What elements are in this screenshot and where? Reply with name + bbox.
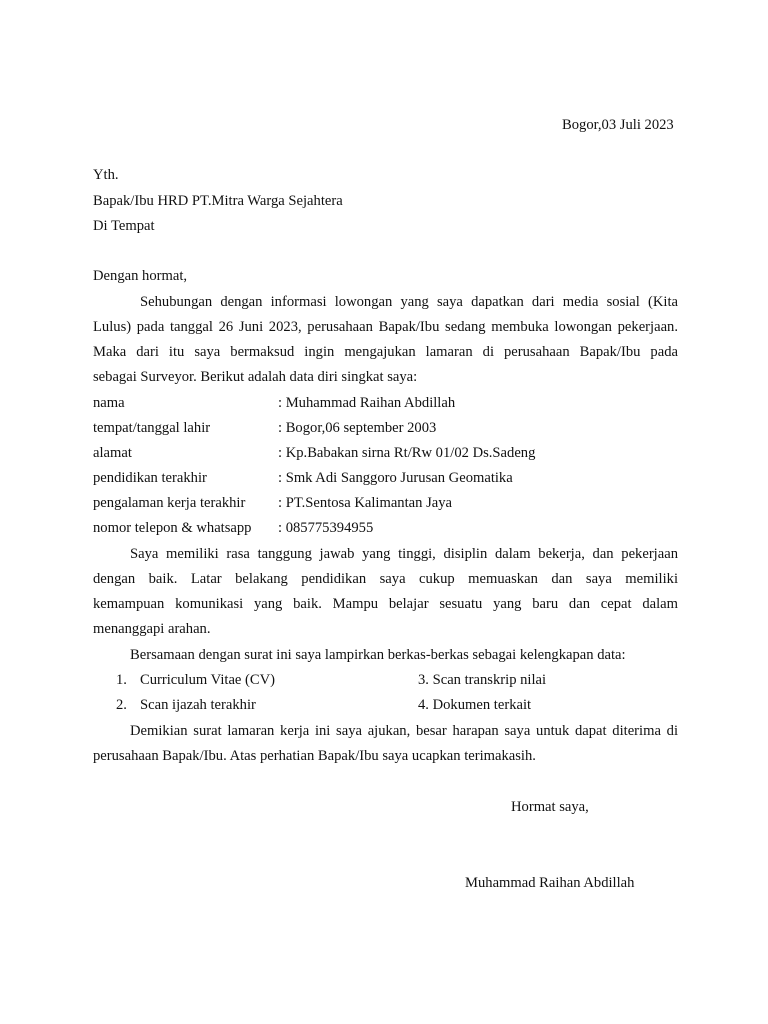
personal-data-value: : Bogor,06 september 2003 [278,420,437,436]
list-item: Scan ijazah terakhir [140,697,256,713]
greeting: Dengan hormat, [93,268,188,284]
intro-line-3: Maka dari itu saya bermaksud ingin mengajukan lamaran di perusahaan Bapak/Ibu pada [93,344,678,360]
closing-line-1: Demikian surat lamaran kerja ini saya ajukan, besar harapan saya untuk dapat diterima di [130,723,678,739]
list-item: Curriculum Vitae (CV) [140,672,276,688]
closing-line-2: perusahaan Bapak/Ibu. Atas perhatian Bapak/Ibu saya ucapkan terimakasih. [93,748,536,764]
personal-data-label: pendidikan terakhir [93,470,207,486]
personal-data-label: nomor telepon & whatsapp [93,520,252,536]
recipient-line-2: Bapak/Ibu HRD PT.Mitra Warga Sejahtera [93,193,343,209]
personal-data-value: : Smk Adi Sanggoro Jurusan Geomatika [278,470,513,486]
intro-line-1: Sehubungan dengan informasi lowongan yang saya dapatkan dari media sosial (Kita [140,294,678,310]
place-date: Bogor,03 Juli 2023 [562,117,674,133]
personal-data-label: pengalaman kerja terakhir [93,495,246,511]
list-item: 3. Scan transkrip nilai [418,672,547,688]
personal-data-value: : 085775394955 [278,520,374,536]
personal-data-value: : Kp.Babakan sirna Rt/Rw 01/02 Ds.Sadeng [278,445,536,461]
qualities-line-4: menanggapi arahan. [93,621,211,637]
personal-data-value: : PT.Sentosa Kalimantan Jaya [278,495,453,511]
intro-line-2: Lulus) pada tanggal 26 Juni 2023, perusahaan Bapak/Ibu sedang membuka lowongan pekerjaan. [93,319,678,335]
list-item-number: 2. [116,697,127,713]
list-item-number: 1. [116,672,127,688]
recipient-line-3: Di Tempat [93,218,155,234]
signatory-name: Muhammad Raihan Abdillah [465,875,635,891]
sign-off: Hormat saya, [511,799,589,815]
attachments-intro: Bersamaan dengan surat ini saya lampirkan berkas-berkas sebagai kelengkapan data: [130,647,626,663]
qualities-line-3: kemampuan komunikasi yang baik. Mampu belajar sesuatu yang baru dan cepat dalam [93,596,678,612]
qualities-line-2: dengan baik. Latar belakang pendidikan saya cukup memuaskan dan saya memiliki [93,571,678,587]
list-item: 4. Dokumen terkait [418,697,532,713]
personal-data-value: : Muhammad Raihan Abdillah [278,395,456,411]
recipient-line-1: Yth. [93,167,119,183]
personal-data-label: nama [93,395,125,411]
qualities-line-1: Saya memiliki rasa tanggung jawab yang tinggi, disiplin dalam bekerja, dan pekerjaan [130,546,678,562]
personal-data-label: tempat/tanggal lahir [93,420,211,436]
intro-line-4: sebagai Surveyor. Berikut adalah data diri singkat saya: [93,369,418,385]
personal-data-label: alamat [93,445,132,461]
